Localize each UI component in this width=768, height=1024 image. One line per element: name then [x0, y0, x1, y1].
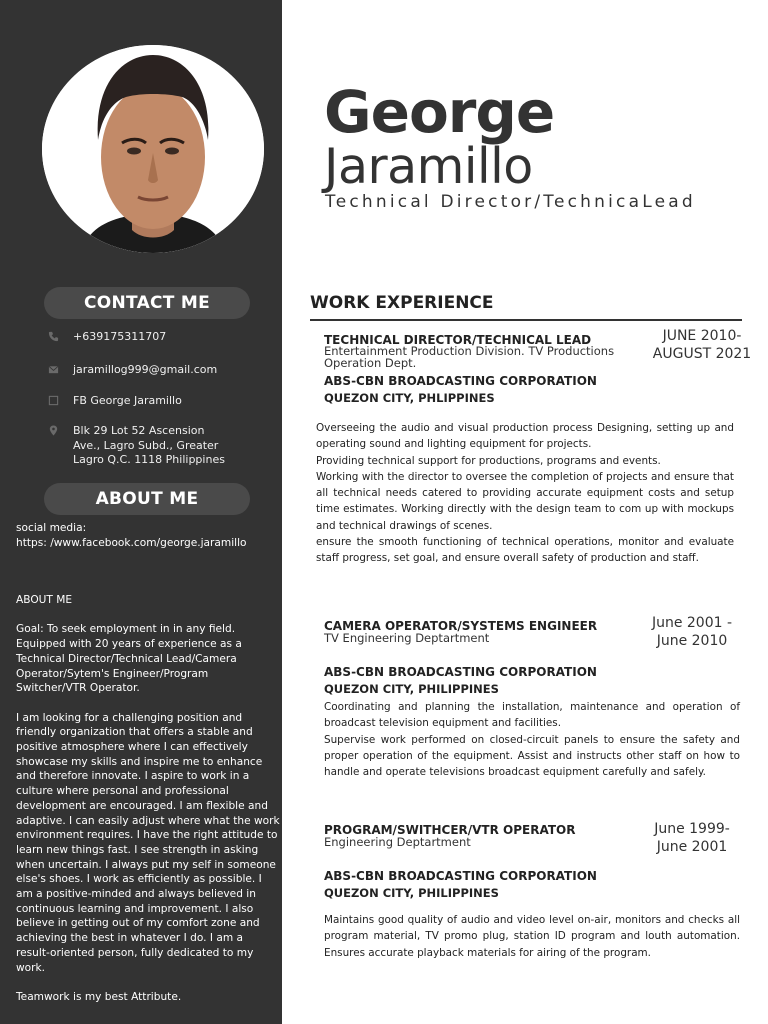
job-date-start: June 2001 - [651, 615, 733, 631]
about-paragraph-main: I am looking for a challenging position and friendly organization that offers a stable and positive atmosphere where I can effectively showcase my skills and inspire me to enhance and therefore innovate. I aspire to work in a culture where personal and professional development are encouraged. I am flexible and adaptive. I can easily adjust where what the work environment requires. I have the right attitude to learn new things fast. I see strength in asking when uncertain. I always put my self in someone else's shoes. I work as efficiently as possible. I am a positive-minded and always believed in continuous learning and improvement. I also believe in getting out of my comfort zone and achieving the best in whatever I do. I am a result-oriented person, fully dedicated to my work. [16, 711, 280, 974]
job-location: QUEZON CITY, PHILIPPINES [324, 886, 499, 900]
job-date-start: June 1999- [654, 821, 730, 837]
job-entry [316, 328, 752, 573]
about-paragraph-goal: Goal: To seek employment in in any field. Equipped with 20 years of experience as a Technical Director/Technical Lead/Camera Operator/Sytem's Engineer/Program Switcher/VTR Operator. [16, 623, 242, 695]
facebook-icon [48, 394, 73, 406]
job-description: Coordinating and planning the installation, maintenance and operation of broadcast television equipment and facilities. Supervise work performed on closed-circuit panels to ensure the safety and proper operation of the equipment. Assist and instructs other staff on how to handle and operate televisions broadcast equipment carefully and safely. [324, 701, 740, 779]
contact-email[interactable] [48, 363, 233, 378]
work-experience-heading: WORK EXPERIENCE [310, 293, 494, 313]
address-text: Blk 29 Lot 52 Ascension Ave., Lagro Subd., Greater Lagro Q.C. 1118 Philippines [73, 424, 225, 466]
job-dates [642, 614, 742, 650]
job-role: CAMERA OPERATOR/SYSTEMS ENGINEER [324, 619, 598, 633]
job-location: QUEZON CITY, PHILIPPINES [324, 682, 499, 696]
contact-me-heading: CONTACT ME [44, 287, 250, 319]
phone-icon [48, 330, 73, 342]
contact-phone[interactable] [48, 330, 233, 345]
job-title: Technical Director/TechnicaLead [325, 192, 696, 212]
phone-number: +639175311707 [73, 330, 167, 343]
job-company: ABS-CBN BROADCASTING CORPORATION [324, 869, 597, 883]
last-name: Jaramillo [324, 138, 533, 195]
contact-address [48, 424, 231, 468]
social-media-label: social media: [16, 522, 87, 534]
profile-photo [42, 45, 264, 253]
contact-facebook[interactable] [48, 394, 233, 409]
job-company: ABS-CBN BROADCASTING CORPORATION [324, 665, 597, 679]
job-description: Overseeing the audio and visual production process Designing, setting up and operating sound and lighting equipment for projects. Providing technical support for productions, programs and events. Working with the director to oversee the completion of projects and ensure that all technical needs catered to providing accurate equipment costs and setup time estimates. Working directly with the design team to com up with mockups and technical drawings of scenes. ensure the smooth functioning of technical operations, monitor and evaluate staff progress, set goal, and ensure overall safety of production and staff. [316, 422, 734, 565]
job-department: TV Engineering Deptartment [324, 631, 490, 645]
job-department: Engineering Deptartment [324, 835, 471, 849]
about-paragraph-teamwork: Teamwork is my best Attribute. [16, 990, 182, 1003]
job-date-end: June 2010 [656, 633, 728, 649]
job-location: QUEZON CITY, PHLIPPINES [324, 391, 495, 405]
section-divider [310, 319, 742, 321]
job-dates [646, 327, 758, 363]
about-me-heading: ABOUT ME [44, 483, 250, 515]
job-date-end: June 2001 [656, 839, 728, 855]
job-company: ABS-CBN BROADCASTING CORPORATION [324, 374, 597, 388]
about-me-label: ABOUT ME [16, 594, 73, 606]
profile-portrait-image [42, 45, 264, 253]
job-department: Entertainment Production Division. TV Productions Operation Dept. [324, 344, 615, 370]
job-dates [642, 820, 742, 856]
job-entry [324, 823, 744, 973]
facebook-name: FB George Jaramillo [73, 394, 182, 407]
location-pin-icon [48, 424, 73, 436]
job-date-start: JUNE 2010- [662, 328, 742, 344]
job-entry [324, 615, 744, 789]
job-role: TECHNICAL DIRECTOR/TECHNICAL LEAD [324, 333, 592, 347]
social-media-block [16, 521, 280, 550]
social-media-url[interactable]: https: /www.facebook.com/george.jaramillo [16, 536, 247, 549]
job-role: PROGRAM/SWITHCER/VTR OPERATOR [324, 823, 576, 837]
email-icon [48, 363, 73, 375]
sidebar [0, 0, 282, 1024]
about-me-block [16, 593, 280, 1019]
first-name: George [324, 78, 555, 146]
email-address: jaramillog999@gmail.com [73, 363, 218, 376]
job-date-end: AUGUST 2021 [652, 346, 752, 362]
job-description: Maintains good quality of audio and video level on-air, monitors and checks all program material, TV promo plug, station ID program and louth automation. Ensures accurate playback materials for airing of the program. [324, 914, 740, 959]
